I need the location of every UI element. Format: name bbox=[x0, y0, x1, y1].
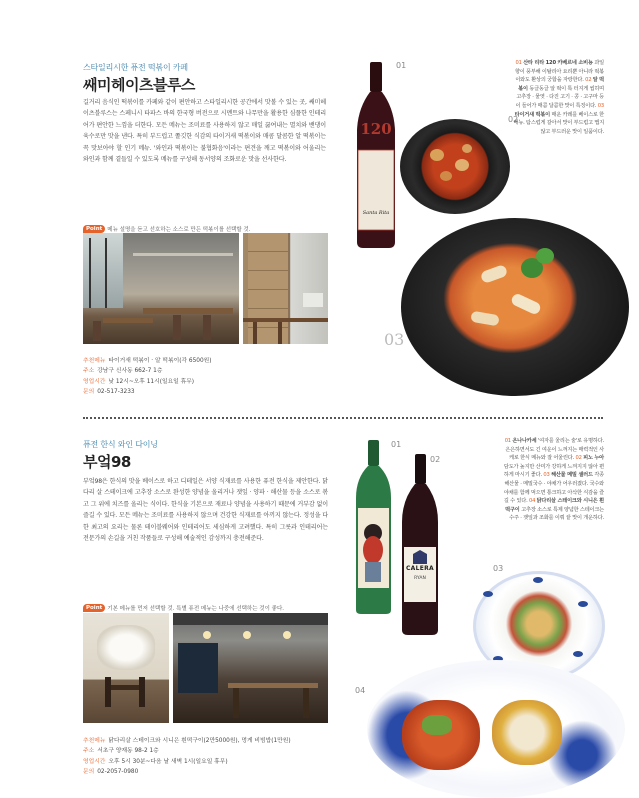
pinot-noir-bottle-image bbox=[396, 452, 444, 637]
point-badge: Point bbox=[83, 225, 105, 233]
wine2-label-calera: CALERA bbox=[405, 565, 435, 572]
restaurant-art-wall-photo bbox=[83, 613, 169, 723]
wine-label-120: 120 bbox=[360, 120, 392, 138]
section2-number-03: 03 bbox=[493, 564, 504, 573]
info-row-hours: 영업시간 오후 5시 30분~다음 날 새벽 1시(일요일 휴무) bbox=[83, 758, 228, 765]
section2-title: 부엌98 bbox=[83, 453, 131, 471]
section2-number-02: 02 bbox=[430, 455, 441, 464]
info-row-hours: 영업시간 낮 12시~오후 11시(일요일 휴무) bbox=[83, 378, 195, 385]
steak-and-rice-cake-plate-image bbox=[367, 660, 625, 798]
section1-body: 길거리 음식인 떡볶이를 카페와 같이 편안하고 스타일리시한 공간에서 맛볼 수 있는 곳, 쌔미헤이츠블루스는 스페니시 타파스 바의 한국형 버전으로 시멘트와 나무만을 활용한 심플한 인테리어가 편안한 느낌을 더한다. 모든 메뉴는 조미료를 사용하지 않고 매일 끓여내는 멸치와 밴댕이 육수로만 맛을 낸다. 특히 부드럽고 쫄깃한 식감의 타이거새 떡볶이와 매콤 달콤한 알 떡볶이는 꼭 맛보아야 할 인기 메뉴. '와인과 떡볶이는 불협화음'이라는 편견을 깨고 떡볶이와 어울리는 와인과 함께 곁들일 수 있도록 메뉴를 구성해 동서양의 조화로운 맛을 선사한다. bbox=[83, 99, 326, 164]
info-row-address: 주소 강남구 신사동 662-7 1층 bbox=[83, 368, 163, 375]
al-tteokbokki-bowl-image bbox=[400, 119, 510, 214]
cafe-wall-photo bbox=[243, 233, 328, 344]
section2-number-01: 01 bbox=[391, 440, 402, 449]
point-badge: Point bbox=[83, 604, 105, 612]
cafe-interior-photo bbox=[83, 233, 239, 344]
section2-body: 부엌98은 한식의 맛을 베이스로 하고 디테일은 서양 식재료를 사용한 퓨전 한식을 제안한다. 닭 다리 살 스테이크에 고추장 소스로 완성한 양념을 올리거나 잿잎 · 양파 · 해산물 등을 소스로 볶고 그 위에 치즈를 올리는 식이다. 한식을 기본으로 재료나 양념을 사용하기 때문에 거부감 없이 즐길 수 있다. 모든 메뉴는 조미료를 사용하지 않으며 건강한 식재료를 아끼지 않는다. 정성을 다한 최고의 요리는 물론 테이블웨어와 인테리어도 세심하게 고려했다. 특히 그릇과 인테리어는 전문가의 손길을 거친 작품들로 구성해 예술적인 감성까지 충전해준다. bbox=[83, 478, 328, 543]
section1-caption: 01 산타 리타 120 카베르네 소비뇽 과일 향이 풍부해 이탈리아 요리뿐 아니라 떡볶이와도 환상의 궁합을 자랑한다. 02 알 떡볶이 동글동글 알 떡이 톡 터지게 씹히며 고추장 · 물엿 · 다진 고기 · 콩 · 고구마 등이 들어가 매콤 달콤한 맛이 특징이다. 03 타이거새 떡볶이 매운 카레를 베이스로 한 메뉴. 탐스럽게 갈아서 맛이 부드럽고 맵지 않고 부드러운 맛이 일품이다. bbox=[513, 60, 604, 135]
sake-bottle-image bbox=[351, 438, 396, 616]
point-text: 메뉴 설명을 듣고 선호하는 소스로 만든 떡볶이를 선택할 것. bbox=[107, 226, 251, 233]
section2-caption: 01 온나나카세 '여자를 울리는 술'로 유명하다. 은은하면서도 긴 여운이 느껴지는 매력적인 사케로 한식 메뉴와 잘 어울린다. 02 피노 누아 담도가 높지만 산미가 강하게 느껴지지 않아 편하게 마시기 좋다. 03 해산물 메밀 샐러드 각종 해산물 · 메밀국수 · 야채가 어우러졌다. 국수와 야채를 함께 먹으면 통크하고 아삭한 식감을 즐길 수 있다. 04 닭다리살 스테이크와 시니은 흰떡구이 고추장 소스로 특제 양념한 스테이크는 수주 · 잿잎과 조화를 이뤄 끝 맛이 개운하다. bbox=[503, 438, 604, 522]
wine2-label-sub: RYAN bbox=[414, 576, 426, 581]
point-text: 기본 메뉴를 먼저 선택할 것. 특별 퓨전 메뉴는 나중에 선택하는 것이 좋다. bbox=[107, 605, 285, 612]
red-wine-bottle-image bbox=[350, 60, 402, 250]
section2-number-04: 04 bbox=[355, 686, 366, 695]
tiger-tteokbokki-plate-image bbox=[401, 218, 629, 396]
section1-info bbox=[83, 356, 212, 397]
restaurant-dining-room-photo bbox=[173, 613, 328, 723]
info-row-phone: 문의 02-2057-0980 bbox=[83, 768, 139, 775]
info-row-address: 주소 서초구 양재동 98-2 1층 bbox=[83, 748, 159, 755]
info-row-phone: 문의 02-517-3233 bbox=[83, 388, 135, 395]
section1-number-01: 01 bbox=[396, 61, 407, 70]
section1-number-03: 03 bbox=[384, 330, 405, 349]
section1-number-02: 02 bbox=[508, 115, 519, 124]
section-divider bbox=[83, 417, 603, 419]
info-row-menu: 추천메뉴 타이거새 떡볶이 · 알 떡볶이(각 6500원) bbox=[83, 358, 212, 364]
wine-label-brand: Santa Rita bbox=[362, 210, 390, 216]
section2-subtitle: 퓨전 한식 와인 다이닝 bbox=[83, 440, 158, 449]
section1-subtitle: 스타일리시한 퓨전 떡볶이 카페 bbox=[83, 63, 188, 72]
section1-title: 쌔미헤이츠블루스 bbox=[83, 76, 195, 94]
section2-info bbox=[83, 736, 291, 777]
info-row-menu: 추천메뉴 닭다리살 스테이크와 시니은 흰떡구이(2만5000원), 멍게 비빔밥(1만원) bbox=[83, 738, 291, 744]
